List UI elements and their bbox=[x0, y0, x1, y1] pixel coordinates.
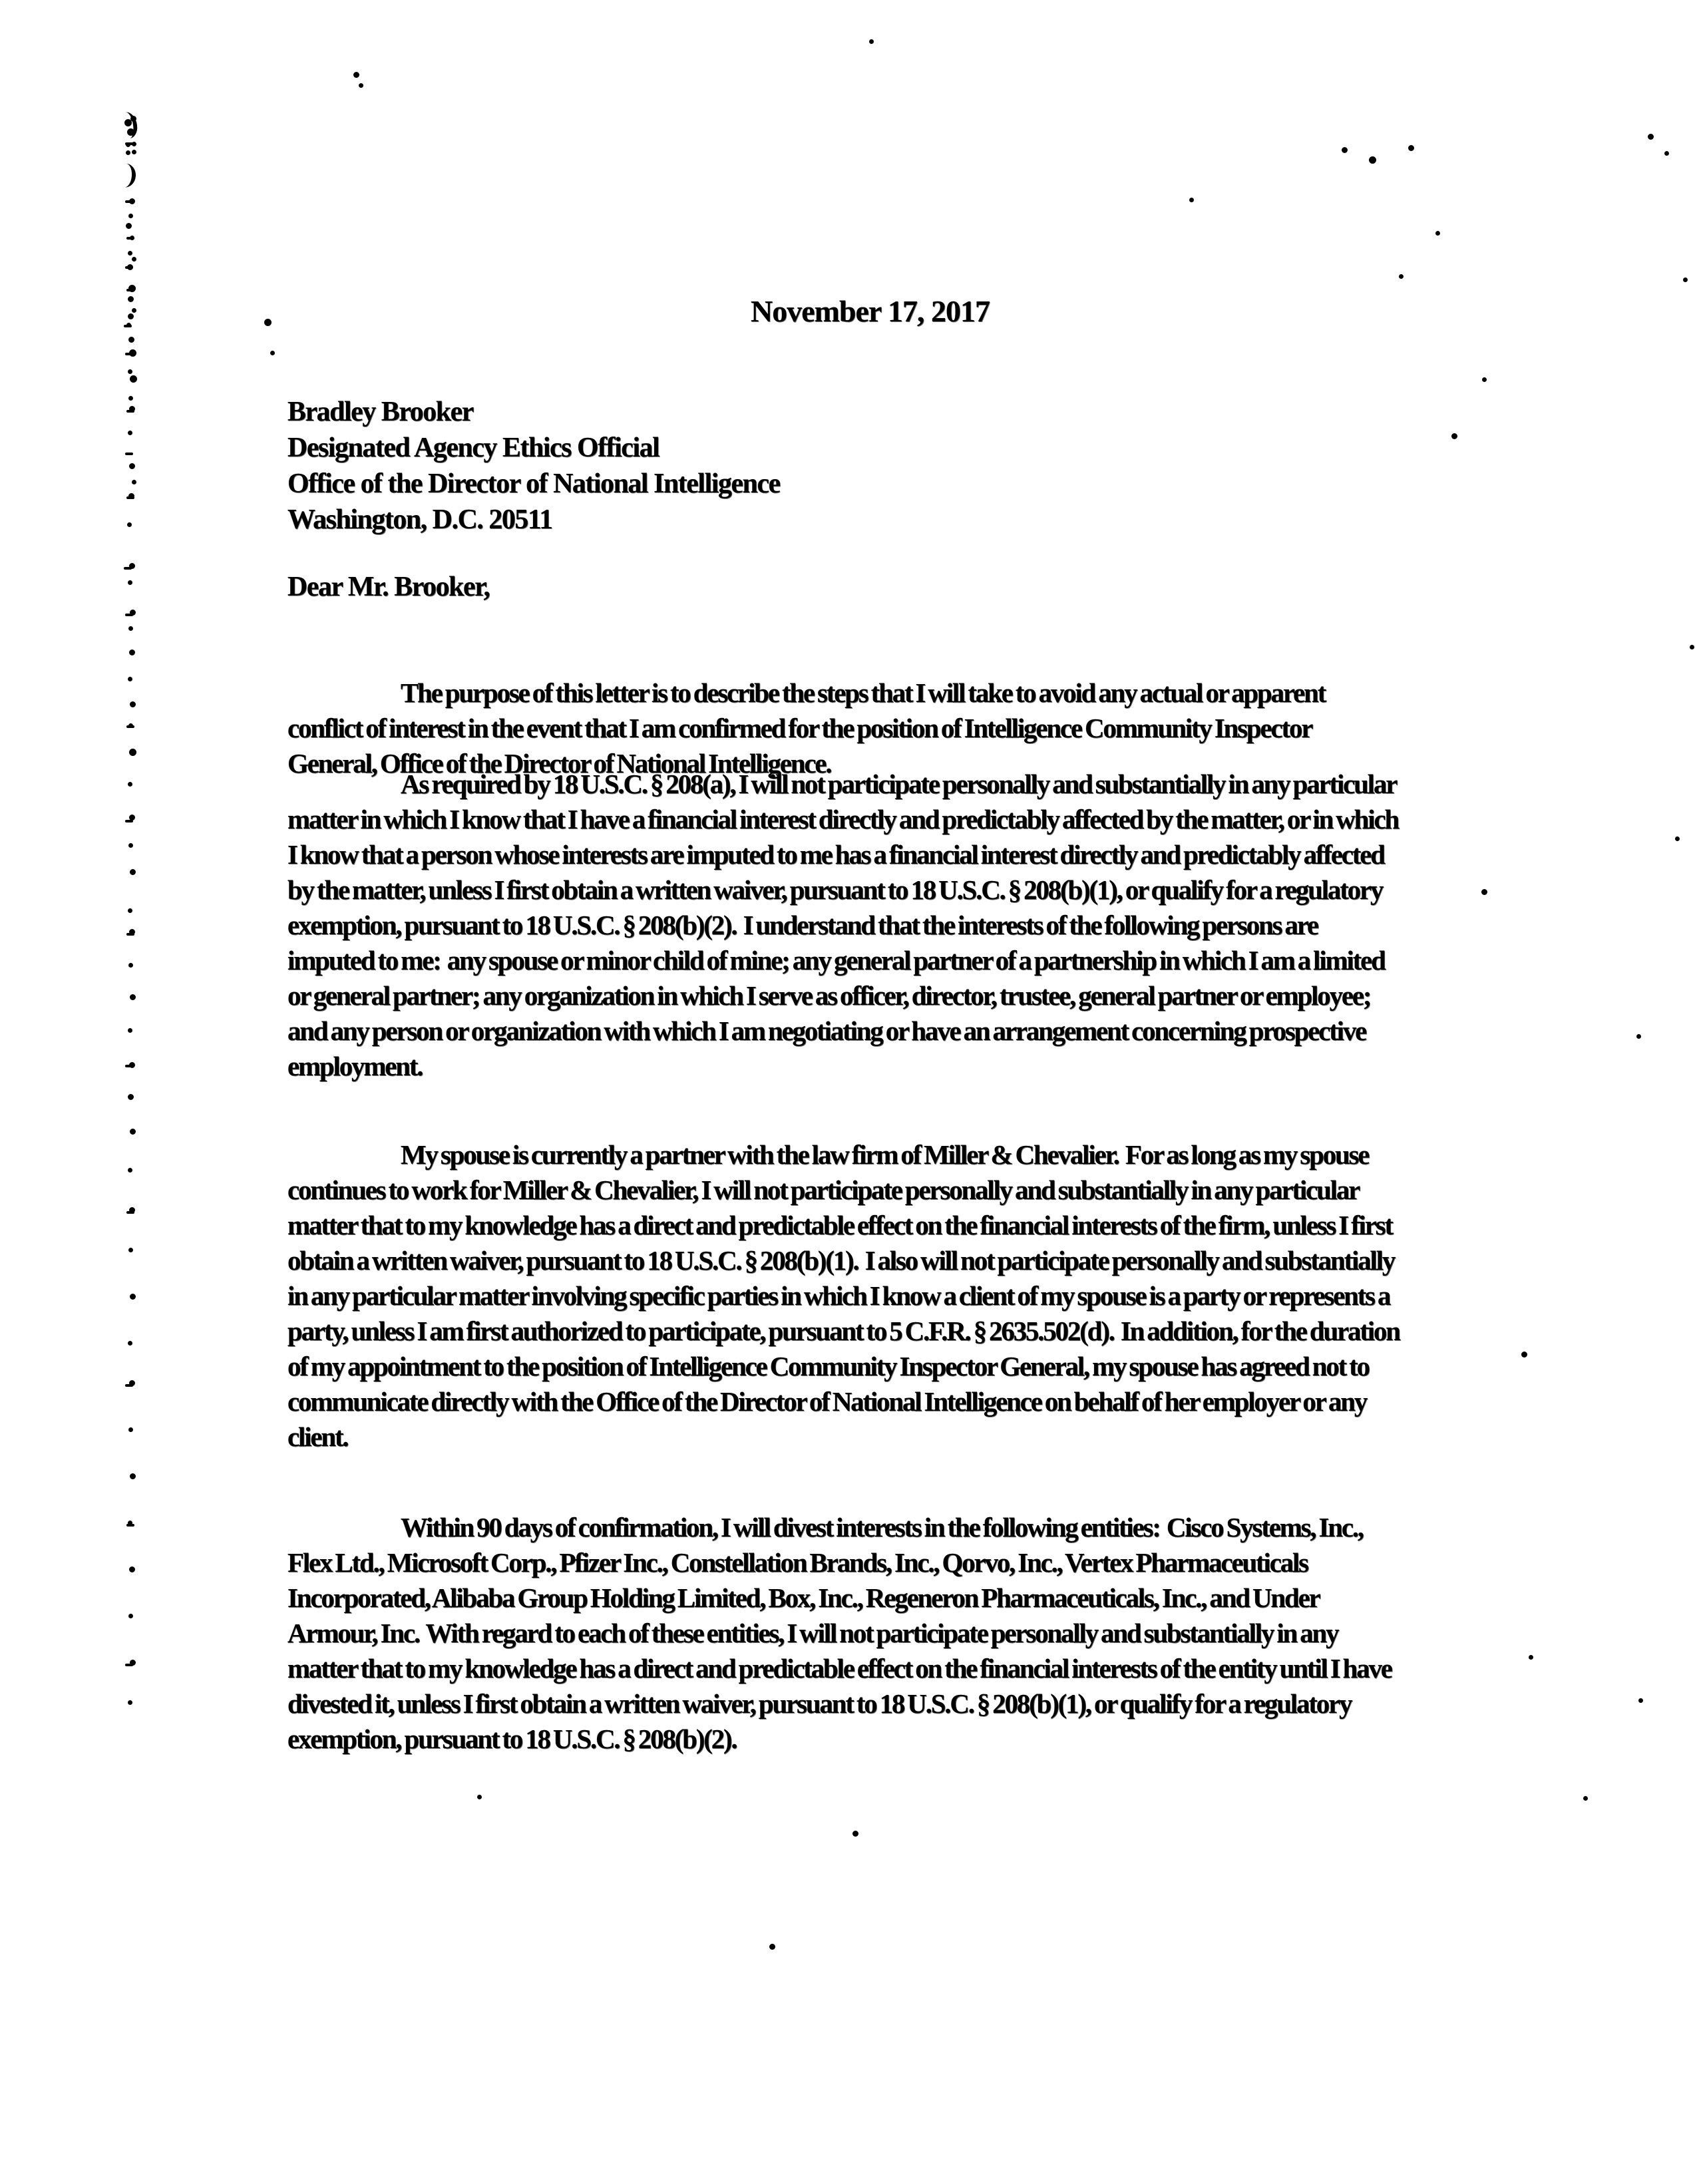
paragraph-section-208: As required by 18 U.S.C. § 208(a), I will not participate personally and substantially in any particular matter in which I know that I have a financial interest directly and predictably affected by the matter, or in which I know that a person whose interests are imputed to me has a financial interest directly and predictably affected by the matter, unless I first obtain a written waiver, pursuant to 18 U.S.C. § 208(b)(1), or qualify for a regulatory exemption, pursuant to 18 U.S.C. § 208(b)(2). I understand that the interests of the following persons are imputed to me: any spouse or minor child of mine; any general partner of a partnership in which I am a limited or general partner; any organization in which I serve as officer, director, trustee, general partner or employee; and any person or organization with which I am negotiating or have an arrangement concerning prospective employment. bbox=[287, 769, 1402, 1081]
salutation: Dear Mr. Brooker, bbox=[287, 572, 490, 602]
scan-noise-dots bbox=[0, 0, 3, 3]
scan-noise-dashes bbox=[0, 0, 8, 3]
recipient-city: Washington, D.C. 20511 bbox=[287, 504, 552, 535]
paragraph-divestiture: Within 90 days of confirmation, I will divest interests in the following entities: Cisco Systems, Inc., Flex Ltd., Microsoft Corp., Pfizer Inc., Constellation Brands, Inc., Qorvo, Inc., Vertex Pharmaceuticals Incorporated, Alibaba Group Holding Limited, Box, Inc., Regeneron Pharmaceuticals, Inc., and Under Armour, Inc. With regard to each of these entities, I will not participate personally and substantially in any matter that to my knowledge has a direct and predictable effect on the financial interests of the entity until I have divested it, unless I first obtain a written waiver, pursuant to 18 U.S.C. § 208(b)(1), or qualify for a regulatory exemption, pursuant to 18 U.S.C. § 208(b)(2). bbox=[287, 1512, 1395, 1754]
recipient-title: Designated Agency Ethics Official bbox=[287, 433, 659, 463]
recipient-address-block bbox=[287, 394, 780, 538]
recipient-office: Office of the Director of National Intelligence bbox=[287, 468, 780, 499]
paragraph-spouse: My spouse is currently a partner with the law firm of Miller & Chevalier. For as long as my spouse continues to work for Miller & Chevalier, I will not participate personally and substantially in any particular matter that to my knowledge has a direct and predictable effect on the financial interests of the firm, unless I first obtain a written waiver, pursuant to 18 U.S.C. § 208(b)(1). I also will not participate personally and substantially in any particular matter involving specific parties in which I know a client of my spouse is a party or represents a party, unless I am first authorized to participate, pursuant to 5 C.F.R. § 2635.502(d). In addition, for the duration of my appointment to the position of Intelligence Community Inspector General, my spouse has agreed not to communicate directly with the Office of the Director of National Intelligence on behalf of her employer or any client. bbox=[287, 1139, 1403, 1452]
letter-date: November 17, 2017 bbox=[751, 294, 990, 328]
paragraph-purpose: The purpose of this letter is to describe the steps that I will take to avoid any actual or apparent conflict of interest in the event that I am confirmed for the position of Intelligence Community Inspector General, Office of the Director of National Intelligence. bbox=[287, 677, 1329, 779]
scan-noise-curl bbox=[122, 163, 136, 188]
scan-noise-curl bbox=[121, 111, 138, 139]
recipient-name: Bradley Brooker bbox=[287, 397, 473, 427]
